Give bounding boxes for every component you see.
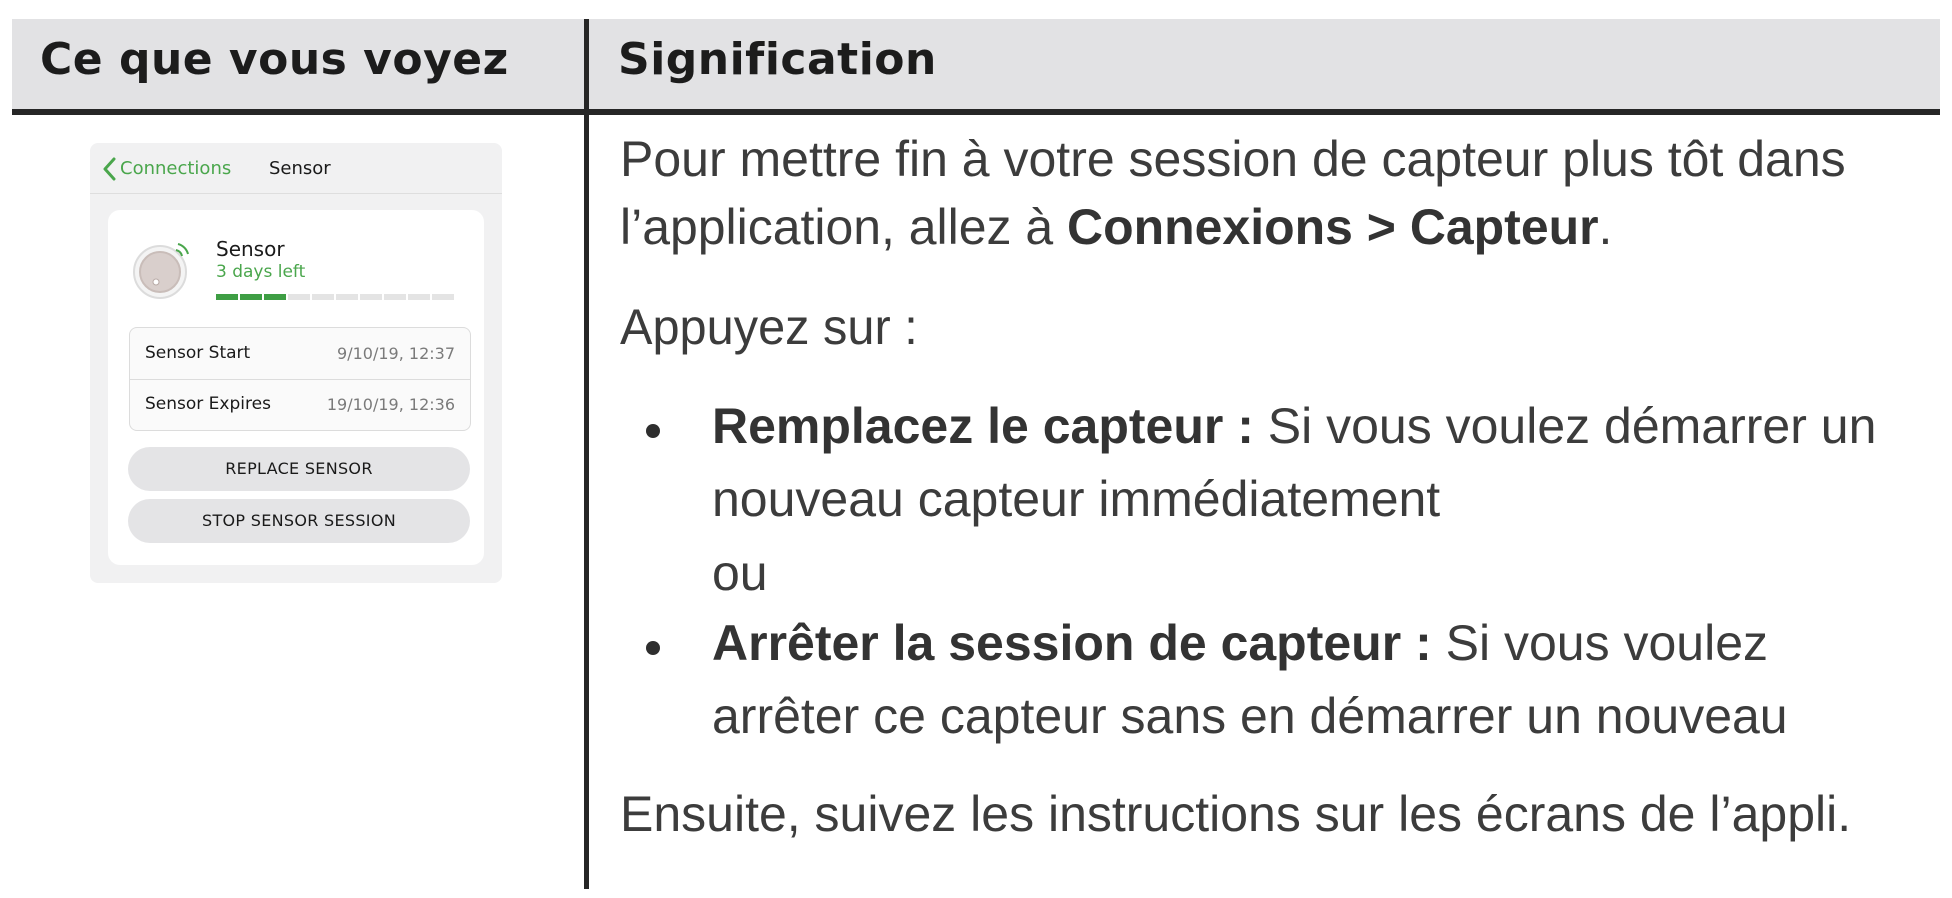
- nav-title: Sensor: [269, 158, 331, 179]
- progress-segment: [384, 294, 406, 300]
- outro-text: Ensuite, suivez les instructions sur les écrans de l’appli.: [620, 786, 1852, 842]
- detail-row-expires: [130, 379, 470, 430]
- bullet-replace-line-1: [712, 397, 1876, 455]
- nav-bar: [90, 143, 502, 194]
- progress-segment: [240, 294, 262, 300]
- progress-segment: [432, 294, 454, 300]
- progress-segment: [312, 294, 334, 300]
- bullet-stop-line-2: arrêter ce capteur sans en démarrer un nouveau: [712, 688, 1788, 744]
- stop-sensor-session-button[interactable]: STOP SENSOR SESSION: [128, 499, 470, 543]
- header-what-you-see: Ce que vous voyez: [40, 34, 509, 85]
- progress-segment: [360, 294, 382, 300]
- sensor-details: [129, 327, 471, 431]
- replace-sensor-term: Remplacez le capteur :: [712, 398, 1254, 454]
- detail-label: Sensor Expires: [145, 394, 271, 414]
- menu-path: Connexions > Capteur: [1067, 199, 1599, 255]
- sensor-card: [108, 210, 484, 565]
- sensor-days-left: 3 days left: [216, 262, 306, 282]
- bullet-replace-line-2: nouveau capteur immédiatement: [712, 471, 1441, 527]
- sensor-icon: [130, 236, 196, 306]
- or-text: ou: [712, 545, 768, 601]
- sensor-progress-bar: [216, 294, 454, 300]
- press-instruction: Appuyez sur :: [620, 299, 918, 355]
- stop-session-desc: Si vous voulez: [1431, 615, 1769, 671]
- detail-row-start: [130, 328, 470, 380]
- replace-sensor-desc: Si vous voulez démarrer un: [1253, 398, 1877, 454]
- progress-segment: [408, 294, 430, 300]
- column-divider: [584, 19, 589, 889]
- header-rule: [12, 109, 1940, 115]
- detail-value: 19/10/19, 12:36: [326, 395, 455, 414]
- bullet-icon: [646, 641, 660, 655]
- intro-period: .: [1598, 199, 1613, 255]
- chevron-left-icon[interactable]: [102, 157, 116, 185]
- detail-label: Sensor Start: [145, 343, 251, 363]
- sensor-name: Sensor: [216, 237, 285, 261]
- stop-session-term: Arrêter la session de capteur :: [712, 615, 1432, 671]
- bullet-icon: [646, 424, 660, 438]
- intro-line-1: Pour mettre fin à votre session de capteur plus tôt dans: [620, 131, 1846, 187]
- app-screenshot: [90, 143, 502, 583]
- bullet-stop-line-1: [712, 614, 1768, 672]
- header-meaning: Signification: [618, 34, 937, 85]
- intro-text: l’application, allez à: [620, 199, 1068, 255]
- replace-sensor-button[interactable]: REPLACE SENSOR: [128, 447, 470, 491]
- detail-value: 9/10/19, 12:37: [337, 344, 455, 363]
- progress-segment: [216, 294, 238, 300]
- back-button[interactable]: Connections: [120, 158, 232, 179]
- intro-line-2: [620, 198, 1612, 256]
- progress-segment: [336, 294, 358, 300]
- progress-segment: [288, 294, 310, 300]
- progress-segment: [264, 294, 286, 300]
